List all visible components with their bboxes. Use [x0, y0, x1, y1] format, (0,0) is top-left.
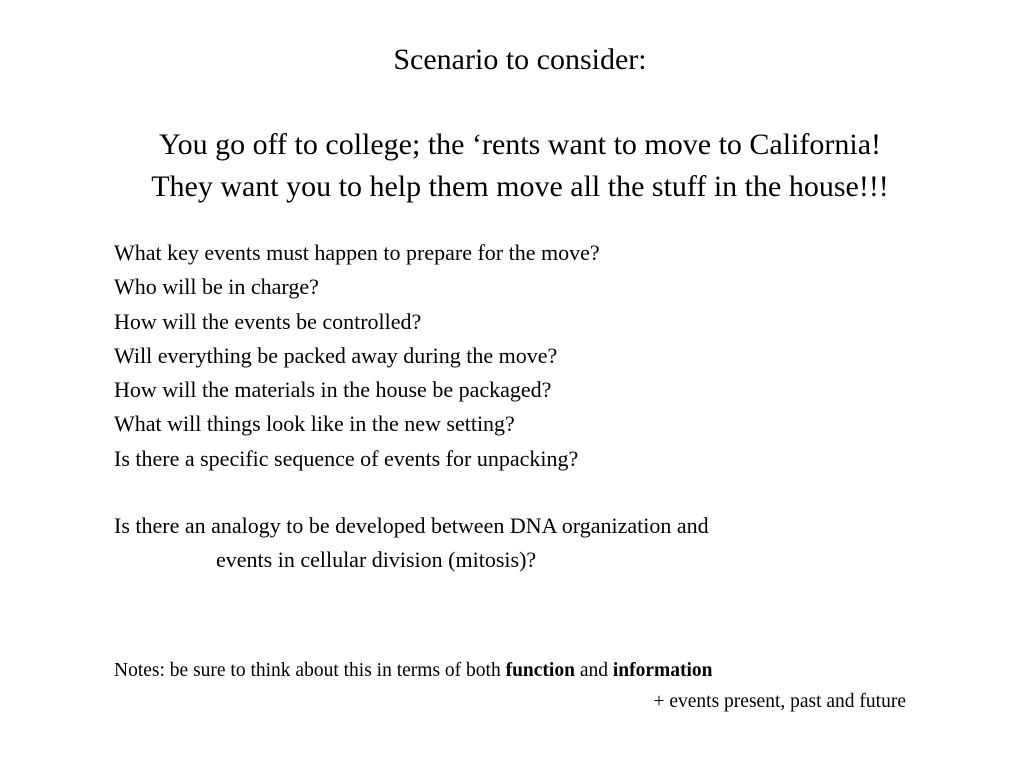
question-item: Is there a specific sequence of events for unpacking?: [114, 445, 579, 471]
scenario-line: You go off to college; the ‘rents want to move to California!: [158, 128, 882, 161]
question-item: What will things look like in the new setting?: [114, 411, 515, 437]
notes-middle: and: [574, 660, 613, 681]
scenario-line: They want you to help them move all the stuff in the house!!!: [151, 170, 889, 203]
notes-line-1: [114, 655, 906, 686]
question-item: Who will be in charge?: [114, 274, 319, 300]
question-item: Will everything be packed away during the move?: [114, 342, 558, 368]
notes: [114, 655, 906, 717]
notes-bold-information: information: [612, 660, 713, 681]
slide-title: Scenario to consider:: [393, 43, 647, 76]
analogy-line-2: events in cellular division (mitosis)?: [216, 547, 537, 572]
notes-bold-function: function: [505, 660, 575, 681]
analogy-line-1: Is there an analogy to be developed between DNA organization and: [114, 513, 709, 538]
question-list: [114, 236, 600, 476]
analogy-question: [114, 509, 709, 577]
question-item: How will the events be controlled?: [114, 308, 422, 334]
notes-prefix: Notes: be sure to think about this in terms of both: [114, 660, 506, 681]
question-item: What key events must happen to prepare for the move?: [114, 240, 600, 265]
scenario-text: [0, 124, 1024, 208]
notes-line-2: + events present, past and future: [653, 691, 906, 712]
question-item: How will the materials in the house be packaged?: [114, 377, 552, 403]
